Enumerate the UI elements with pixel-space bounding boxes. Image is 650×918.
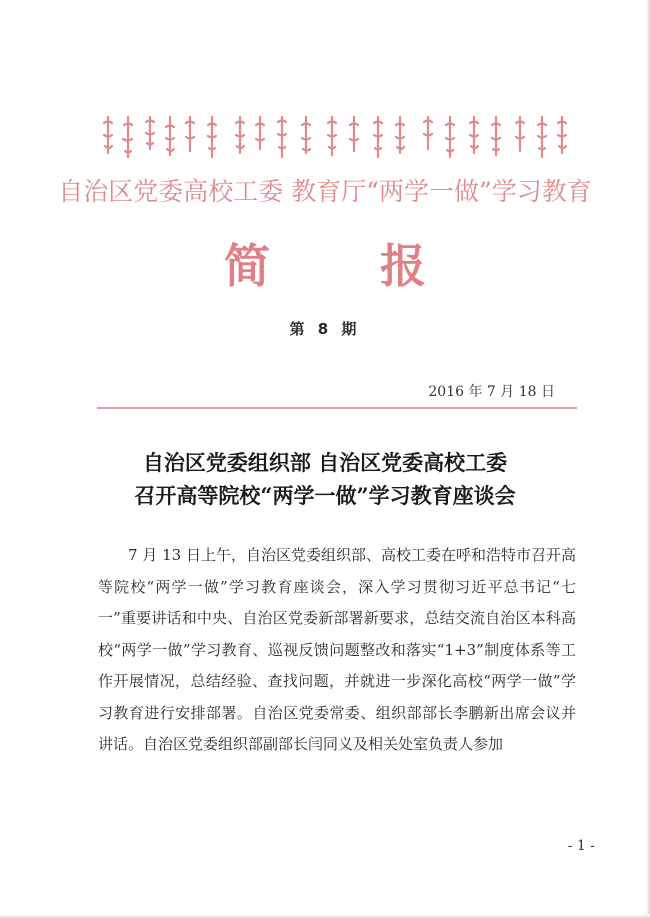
- scan-edge-right: [646, 0, 650, 918]
- article-headline-line2: 召开高等院校“两学一做”学习教育座谈会: [134, 483, 516, 508]
- page-number: - 1 -: [567, 838, 595, 854]
- header-divider: [97, 407, 577, 409]
- issue-number: 第 8 期: [289, 320, 361, 338]
- mongolian-script-icon: [100, 113, 570, 163]
- article-body: 7 月 13 日上午，自治区党委组织部、高校工委在呼和浩特市召开高等院校“两学一做”学习教育座谈会，深入学习贯彻习近平总书记“七一”重要讲话和中央、自治区党委新部署新要求，总结交流自治区本科高校“两学一做”学习教育、巡视反馈问题整改和落实“1+3”制度体系等工作开展情况，总结经验、查找问题，并就进一步深化高校“两学一做”学习教育进行安排部署。自治区党委常委、组织部部长李鹏新出席会议并讲话。自治区党委组织部副部长闫同义及相关处室负责人参加: [98, 546, 576, 753]
- bulletin-title: 简报: [224, 239, 536, 293]
- issue-date: 2016 年 7 月 18 日: [428, 384, 555, 400]
- scan-edge-bottom: [0, 914, 650, 918]
- masthead-title: 自治区党委高校工委 教育厅“两学一做”学习教育: [58, 177, 592, 206]
- article-headline-line1: 自治区党委组织部 自治区党委高校工委: [142, 450, 508, 475]
- mongolian-script-graphic: [100, 113, 570, 163]
